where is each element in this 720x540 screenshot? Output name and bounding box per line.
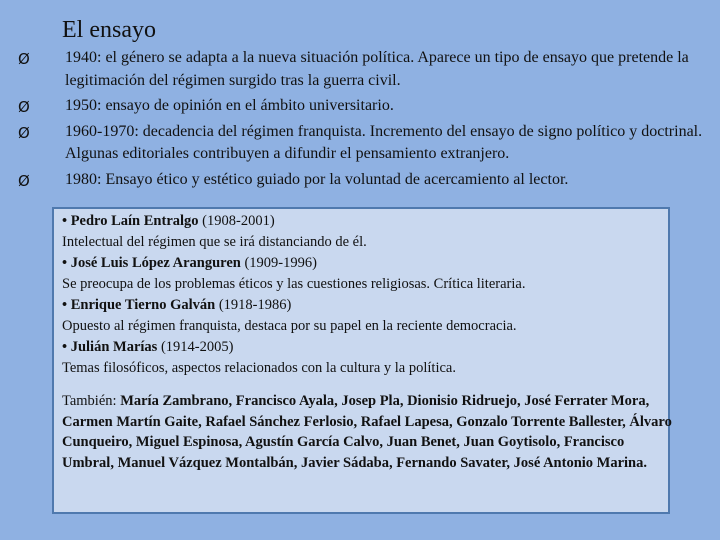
author-bullet: •	[62, 255, 68, 271]
author-heading	[62, 295, 668, 316]
author-heading	[62, 337, 668, 358]
arrow-bullet-icon: Ø	[18, 123, 30, 142]
period-item	[0, 47, 712, 92]
author-bullet: •	[62, 339, 68, 355]
period-text: 1980: Ensayo ético y estético guiado por la voluntad de acercamiento al lector.	[65, 170, 569, 188]
also-names: María Zambrano, Francisco Ayala, Josep Pla, Dionisio Ridruejo, José Ferrater Mora, Carmen Martín Gaite, Rafael Sánchez Ferlosio, Rafael Lapesa, Gonzalo Torrente Ballester, Álvaro Cunqueiro, Miguel Espinosa, Agustín García Calvo, Juan Benet, Juan Goytisolo, Francisco Umbral, Manuel Vázquez Montalbán, Javier Sádaba, Fernando Savater, José Antonio Marina.	[62, 393, 672, 471]
author-name: Pedro Laín Entralgo	[70, 213, 199, 229]
period-item	[0, 95, 712, 118]
period-item	[0, 121, 712, 166]
also-paragraph	[62, 391, 677, 473]
author-name: José Luis López Aranguren	[70, 255, 241, 271]
period-text: 1940: el género se adapta a la nueva situación política. Aparece un tipo de ensayo que pretende la legitimación del régimen surgido tras la guerra civil.	[65, 49, 689, 89]
author-heading	[62, 211, 668, 232]
period-list	[0, 47, 712, 194]
author-description: Opuesto al régimen franquista, destaca por su papel en la reciente democracia.	[62, 318, 517, 334]
period-text: 1950: ensayo de opinión en el ámbito universitario.	[65, 97, 394, 114]
author-years: (1908-2001)	[202, 213, 275, 229]
slide-title: El ensayo	[62, 17, 156, 43]
author-heading	[62, 253, 668, 274]
author-description: Intelectual del régimen que se irá distanciando de él.	[62, 234, 367, 250]
author-description: Temas filosóficos, aspectos relacionados con la cultura y la política.	[62, 360, 456, 376]
arrow-bullet-icon: Ø	[18, 50, 30, 68]
author-bullet: •	[62, 213, 68, 229]
arrow-bullet-icon: Ø	[18, 171, 30, 190]
author-bullet: •	[62, 297, 68, 313]
author-name: Julián Marías	[70, 339, 158, 355]
period-text: 1960-1970: decadencia del régimen franquista. Incremento del ensayo de signo político y doctrinal. Algunas editoriales contribuyen a difundir el pensamiento extranjero.	[65, 122, 703, 162]
author-years: (1914-2005)	[160, 339, 234, 355]
author-years: (1909-1996)	[244, 255, 317, 271]
also-label: También:	[62, 393, 117, 409]
authors-box	[52, 207, 670, 514]
period-item	[0, 169, 712, 192]
author-years: (1918-1986)	[218, 297, 292, 313]
arrow-bullet-icon: Ø	[18, 98, 30, 116]
author-name: Enrique Tierno Galván	[70, 297, 216, 313]
author-description: Se preocupa de los problemas éticos y las cuestiones religiosas. Crítica literaria.	[62, 276, 526, 292]
